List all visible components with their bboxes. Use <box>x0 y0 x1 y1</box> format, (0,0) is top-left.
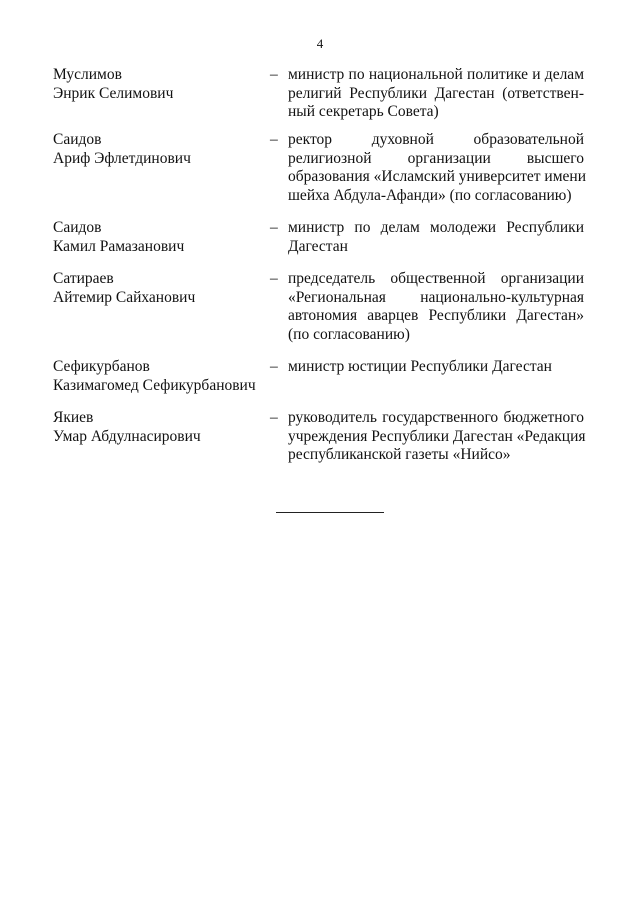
member-name <box>53 409 263 446</box>
member-surname: Муслимов <box>53 66 122 83</box>
member-role <box>288 131 587 205</box>
role-line: министр юстиции Республики Дагестан <box>288 358 552 375</box>
member-given-name: Умар Абдулнасирович <box>53 427 201 445</box>
member-role <box>288 270 584 344</box>
dash-separator: – <box>270 66 278 83</box>
member-role <box>288 66 584 122</box>
role-line: «Региональная национально-культурная <box>288 288 584 306</box>
page-number: 4 <box>316 36 324 51</box>
member-surname: Сатираев <box>53 270 114 287</box>
member-surname: Саидов <box>53 219 102 236</box>
member-role <box>288 219 584 256</box>
dash-separator: – <box>270 270 278 287</box>
dash-separator: – <box>270 131 278 148</box>
dash-separator: – <box>270 409 278 426</box>
member-name <box>53 270 263 307</box>
role-line: учреждения Республики Дагестан «Редакция <box>288 427 586 445</box>
role-line: руководитель государственного бюджетного <box>288 409 584 426</box>
role-line: министр по делам молодежи Республики <box>288 219 584 236</box>
dash-separator: – <box>270 358 278 375</box>
member-given-name: Камил Рамазанович <box>53 237 185 255</box>
member-surname: Сефикурбанов <box>53 358 150 375</box>
member-surname: Якиев <box>53 409 94 426</box>
member-given-name: Энрик Селимович <box>53 84 174 102</box>
member-name <box>53 219 263 256</box>
role-line: ный секретарь Совета) <box>288 103 439 120</box>
member-given-name: Ариф Эфлетдинович <box>53 149 191 167</box>
member-given-name: Казимагомед Сефикурбанович <box>53 376 256 394</box>
role-line: автономия аварцев Республики Дагестан» <box>288 307 584 324</box>
role-line: религиозной организации высшего <box>288 149 584 167</box>
role-line: шейха Абдула-Афанди» (по согласованию) <box>288 186 572 204</box>
member-given-name: Айтемир Сайханович <box>53 288 196 306</box>
role-line: Дагестан <box>288 237 348 255</box>
member-name <box>53 66 263 103</box>
role-line: ректор духовной образовательной <box>288 131 584 148</box>
closing-rule-divider <box>276 512 384 513</box>
member-role <box>288 409 584 465</box>
member-role <box>288 358 584 377</box>
role-line: министр по национальной политике и делам <box>288 66 584 83</box>
role-line: (по согласованию) <box>288 325 410 343</box>
member-name <box>53 358 263 395</box>
role-line: образования «Исламский университет имени <box>288 168 587 185</box>
role-line: председатель общественной организации <box>288 270 584 287</box>
member-name <box>53 131 263 168</box>
role-line: религий Республики Дагестан (ответствен- <box>288 84 584 102</box>
member-surname: Саидов <box>53 131 102 148</box>
dash-separator: – <box>270 219 278 236</box>
role-line: республиканской газеты «Нийсо» <box>288 446 511 463</box>
